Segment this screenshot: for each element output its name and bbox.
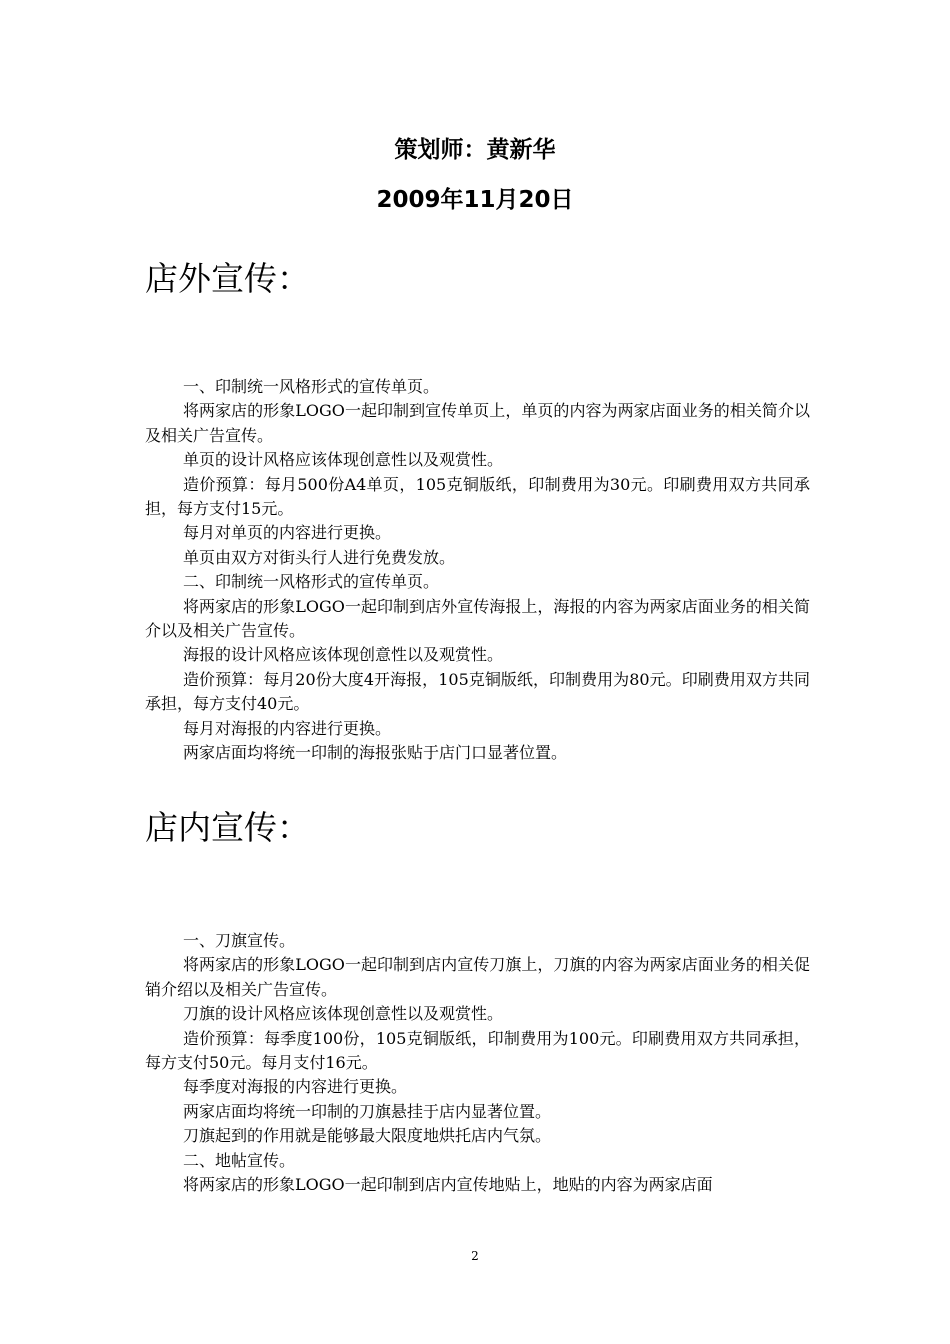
outside-section-body <box>145 375 810 766</box>
paragraph: 海报的设计风格应该体现创意性以及观赏性。 <box>183 645 504 665</box>
paragraph: 每月对单页的内容进行更换。 <box>183 523 392 543</box>
inside-section-body <box>145 929 810 1197</box>
paragraph: 二、印制统一风格形式的宣传单页。 <box>183 572 440 592</box>
paragraph: 造价预算：每月20份大度4开海报，105克铜版纸，印制费用为80元。印刷费用双方共同承担，每方支付40元。 <box>145 669 810 714</box>
planner-line: 策划师：黄新华 <box>394 137 556 163</box>
paragraph: 单页由双方对街头行人进行免费发放。 <box>183 547 456 567</box>
paragraph: 两家店面均将统一印制的海报张贴于店门口显著位置。 <box>183 743 568 763</box>
paragraph: 刀旗的设计风格应该体现创意性以及观赏性。 <box>183 1004 504 1024</box>
page-number: 2 <box>471 1249 479 1263</box>
date-line: 2009年11月20日 <box>376 187 574 213</box>
paragraph: 将两家店的形象LOGO一起印制到宣传单页上，单页的内容为两家店面业务的相关简介以及相关广告宣传。 <box>145 401 810 445</box>
paragraph: 将两家店的形象LOGO一起印制到店内宣传刀旗上，刀旗的内容为两家店面业务的相关促销介绍以及相关广告宣传。 <box>145 955 810 999</box>
section-heading-outside: 店外宣传： <box>145 259 310 298</box>
section-heading-inside: 店内宣传： <box>145 808 310 847</box>
paragraph: 一、印制统一风格形式的宣传单页。 <box>183 377 440 396</box>
paragraph: 每月对海报的内容进行更换。 <box>183 718 392 738</box>
paragraph: 一、刀旗宣传。 <box>183 931 296 950</box>
paragraph: 两家店面均将统一印制的刀旗悬挂于店内显著位置。 <box>183 1101 552 1121</box>
paragraph: 将两家店的形象LOGO一起印制到店内宣传地贴上，地贴的内容为两家店面 <box>183 1175 713 1195</box>
paragraph: 刀旗起到的作用就是能够最大限度地烘托店内气氛。 <box>183 1126 552 1146</box>
paragraph: 每季度对海报的内容进行更换。 <box>183 1077 408 1097</box>
paragraph: 二、地帖宣传。 <box>183 1150 296 1170</box>
paragraph: 造价预算：每月500份A4单页，105克铜版纸，印制费用为30元。印刷费用双方共同承担，每方支付15元。 <box>145 474 810 519</box>
paragraph: 单页的设计风格应该体现创意性以及观赏性。 <box>183 450 504 470</box>
paragraph: 将两家店的形象LOGO一起印制到店外宣传海报上，海报的内容为两家店面业务的相关简介以及相关广告宣传。 <box>145 596 810 641</box>
paragraph: 造价预算：每季度100份，105克铜版纸，印制费用为100元。印刷费用双方共同承担，每方支付50元。每月支付16元。 <box>145 1028 810 1073</box>
